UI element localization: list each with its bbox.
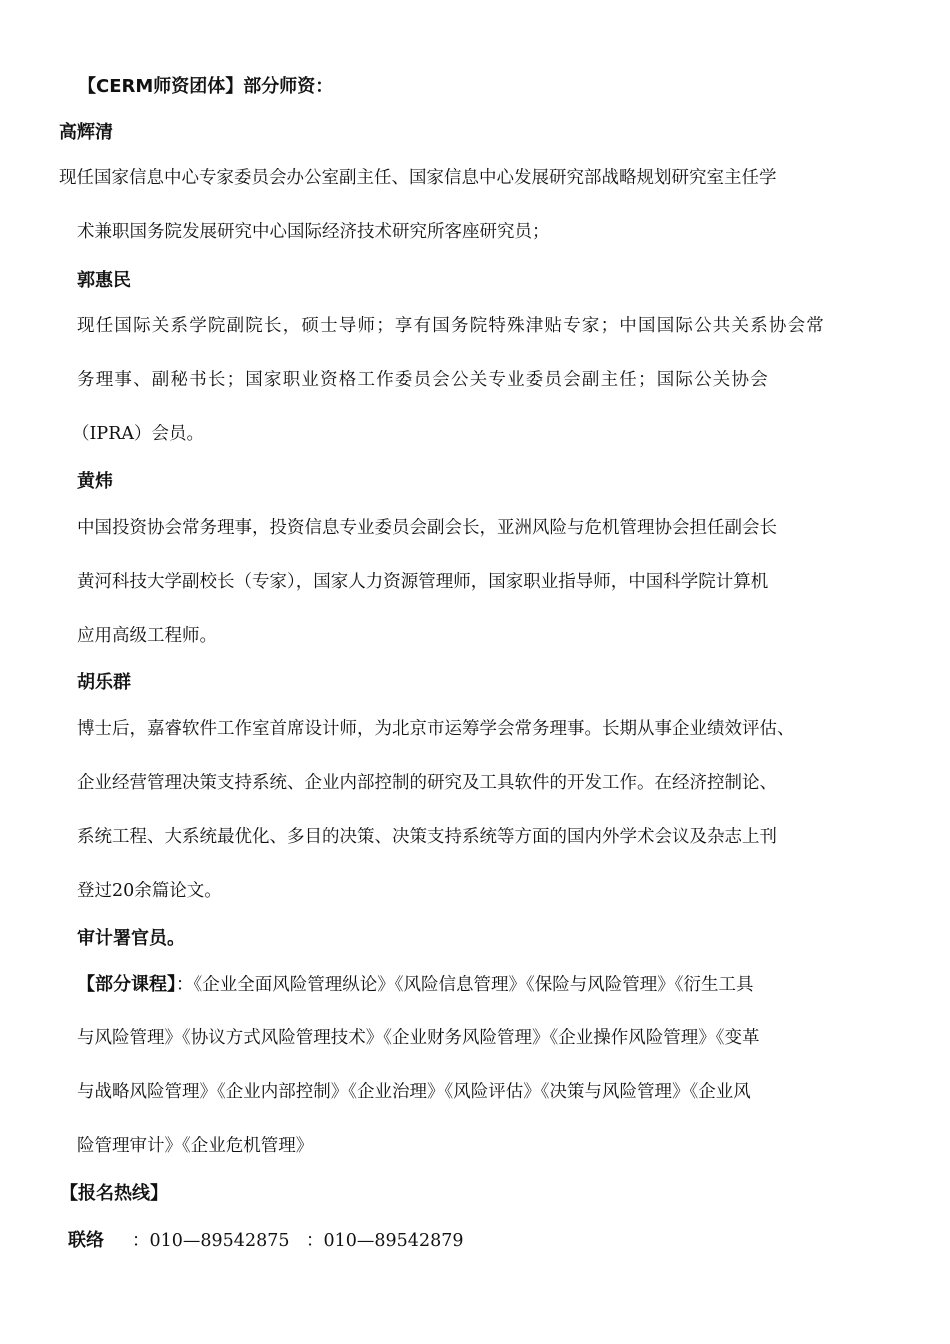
course-list-line: 与战略风险管理》《企业内部控制》《企业治理》《风险评估》《决策与风险管理》《企业风 bbox=[77, 1082, 751, 1102]
teacher-bio-line: 术兼职国务院发展研究中心国际经济技术研究所客座研究员； bbox=[77, 222, 550, 242]
courses-label: 【部分课程】 bbox=[77, 974, 176, 995]
course-list-line: 与风险管理》《协议方式风险管理技术》《企业财务风险管理》《企业操作风险管理》《变革 bbox=[77, 1028, 760, 1048]
teacher-bio-line: 应用高级工程师。 bbox=[77, 626, 217, 646]
audit-office-line: 审计署官员。 bbox=[77, 928, 185, 949]
hotline-label: 联络 bbox=[68, 1230, 104, 1251]
courses-first-line bbox=[77, 970, 754, 996]
teacher-name: 胡乐群 bbox=[77, 672, 131, 693]
teacher-bio-line: 务理事、副秘书长；国家职业资格工作委员会公关专业委员会副主任；国际公关协会 bbox=[77, 370, 769, 390]
hotline-heading: 【报名热线】 bbox=[60, 1183, 168, 1204]
course-list-line: 《企业全面风险管理纵论》《风险信息管理》《保险与风险管理》《衍生工具 bbox=[193, 975, 754, 995]
teacher-name: 郭惠民 bbox=[77, 270, 131, 291]
teacher-bio-line: （IPRA）会员。 bbox=[72, 424, 205, 444]
teacher-bio-line: 现任国家信息中心专家委员会办公室副主任、国家信息中心发展研究部战略规划研究室主任学 bbox=[59, 168, 777, 188]
courses-colon: ： bbox=[176, 975, 194, 995]
teacher-bio-line: 中国投资协会常务理事，投资信息专业委员会副会长，亚洲风险与危机管理协会担任副会长 bbox=[77, 518, 777, 538]
section-heading: 【CERM师资团体】部分师资： bbox=[78, 76, 334, 97]
teacher-bio-line: 企业经营管理决策支持系统、企业内部控制的研究及工具软件的开发工作。在经济控制论、 bbox=[77, 773, 777, 793]
teacher-bio-line: 黄河科技大学副校长（专家），国家人力资源管理师，国家职业指导师，中国科学院计算机 bbox=[77, 572, 769, 592]
hotline-phone: ：010—89542879 bbox=[306, 1231, 464, 1251]
teacher-bio-line: 现任国际关系学院副院长，硕士导师；享有国务院特殊津贴专家；中国国际公共关系协会常 bbox=[77, 316, 825, 336]
teacher-name: 黄炜 bbox=[77, 471, 113, 492]
teacher-bio-line: 登过20余篇论文。 bbox=[77, 881, 222, 901]
course-list-line: 险管理审计》《企业危机管理》 bbox=[77, 1136, 314, 1156]
teacher-bio-line: 博士后，嘉睿软件工作室首席设计师，为北京市运筹学会常务理事。长期从事企业绩效评估、 bbox=[77, 719, 795, 739]
teacher-bio-line: 系统工程、大系统最优化、多目的决策、决策支持系统等方面的国内外学术会议及杂志上刊 bbox=[77, 827, 777, 847]
teacher-name: 高辉清 bbox=[59, 122, 113, 143]
hotline-phone: ：010—89542875 bbox=[132, 1231, 290, 1251]
